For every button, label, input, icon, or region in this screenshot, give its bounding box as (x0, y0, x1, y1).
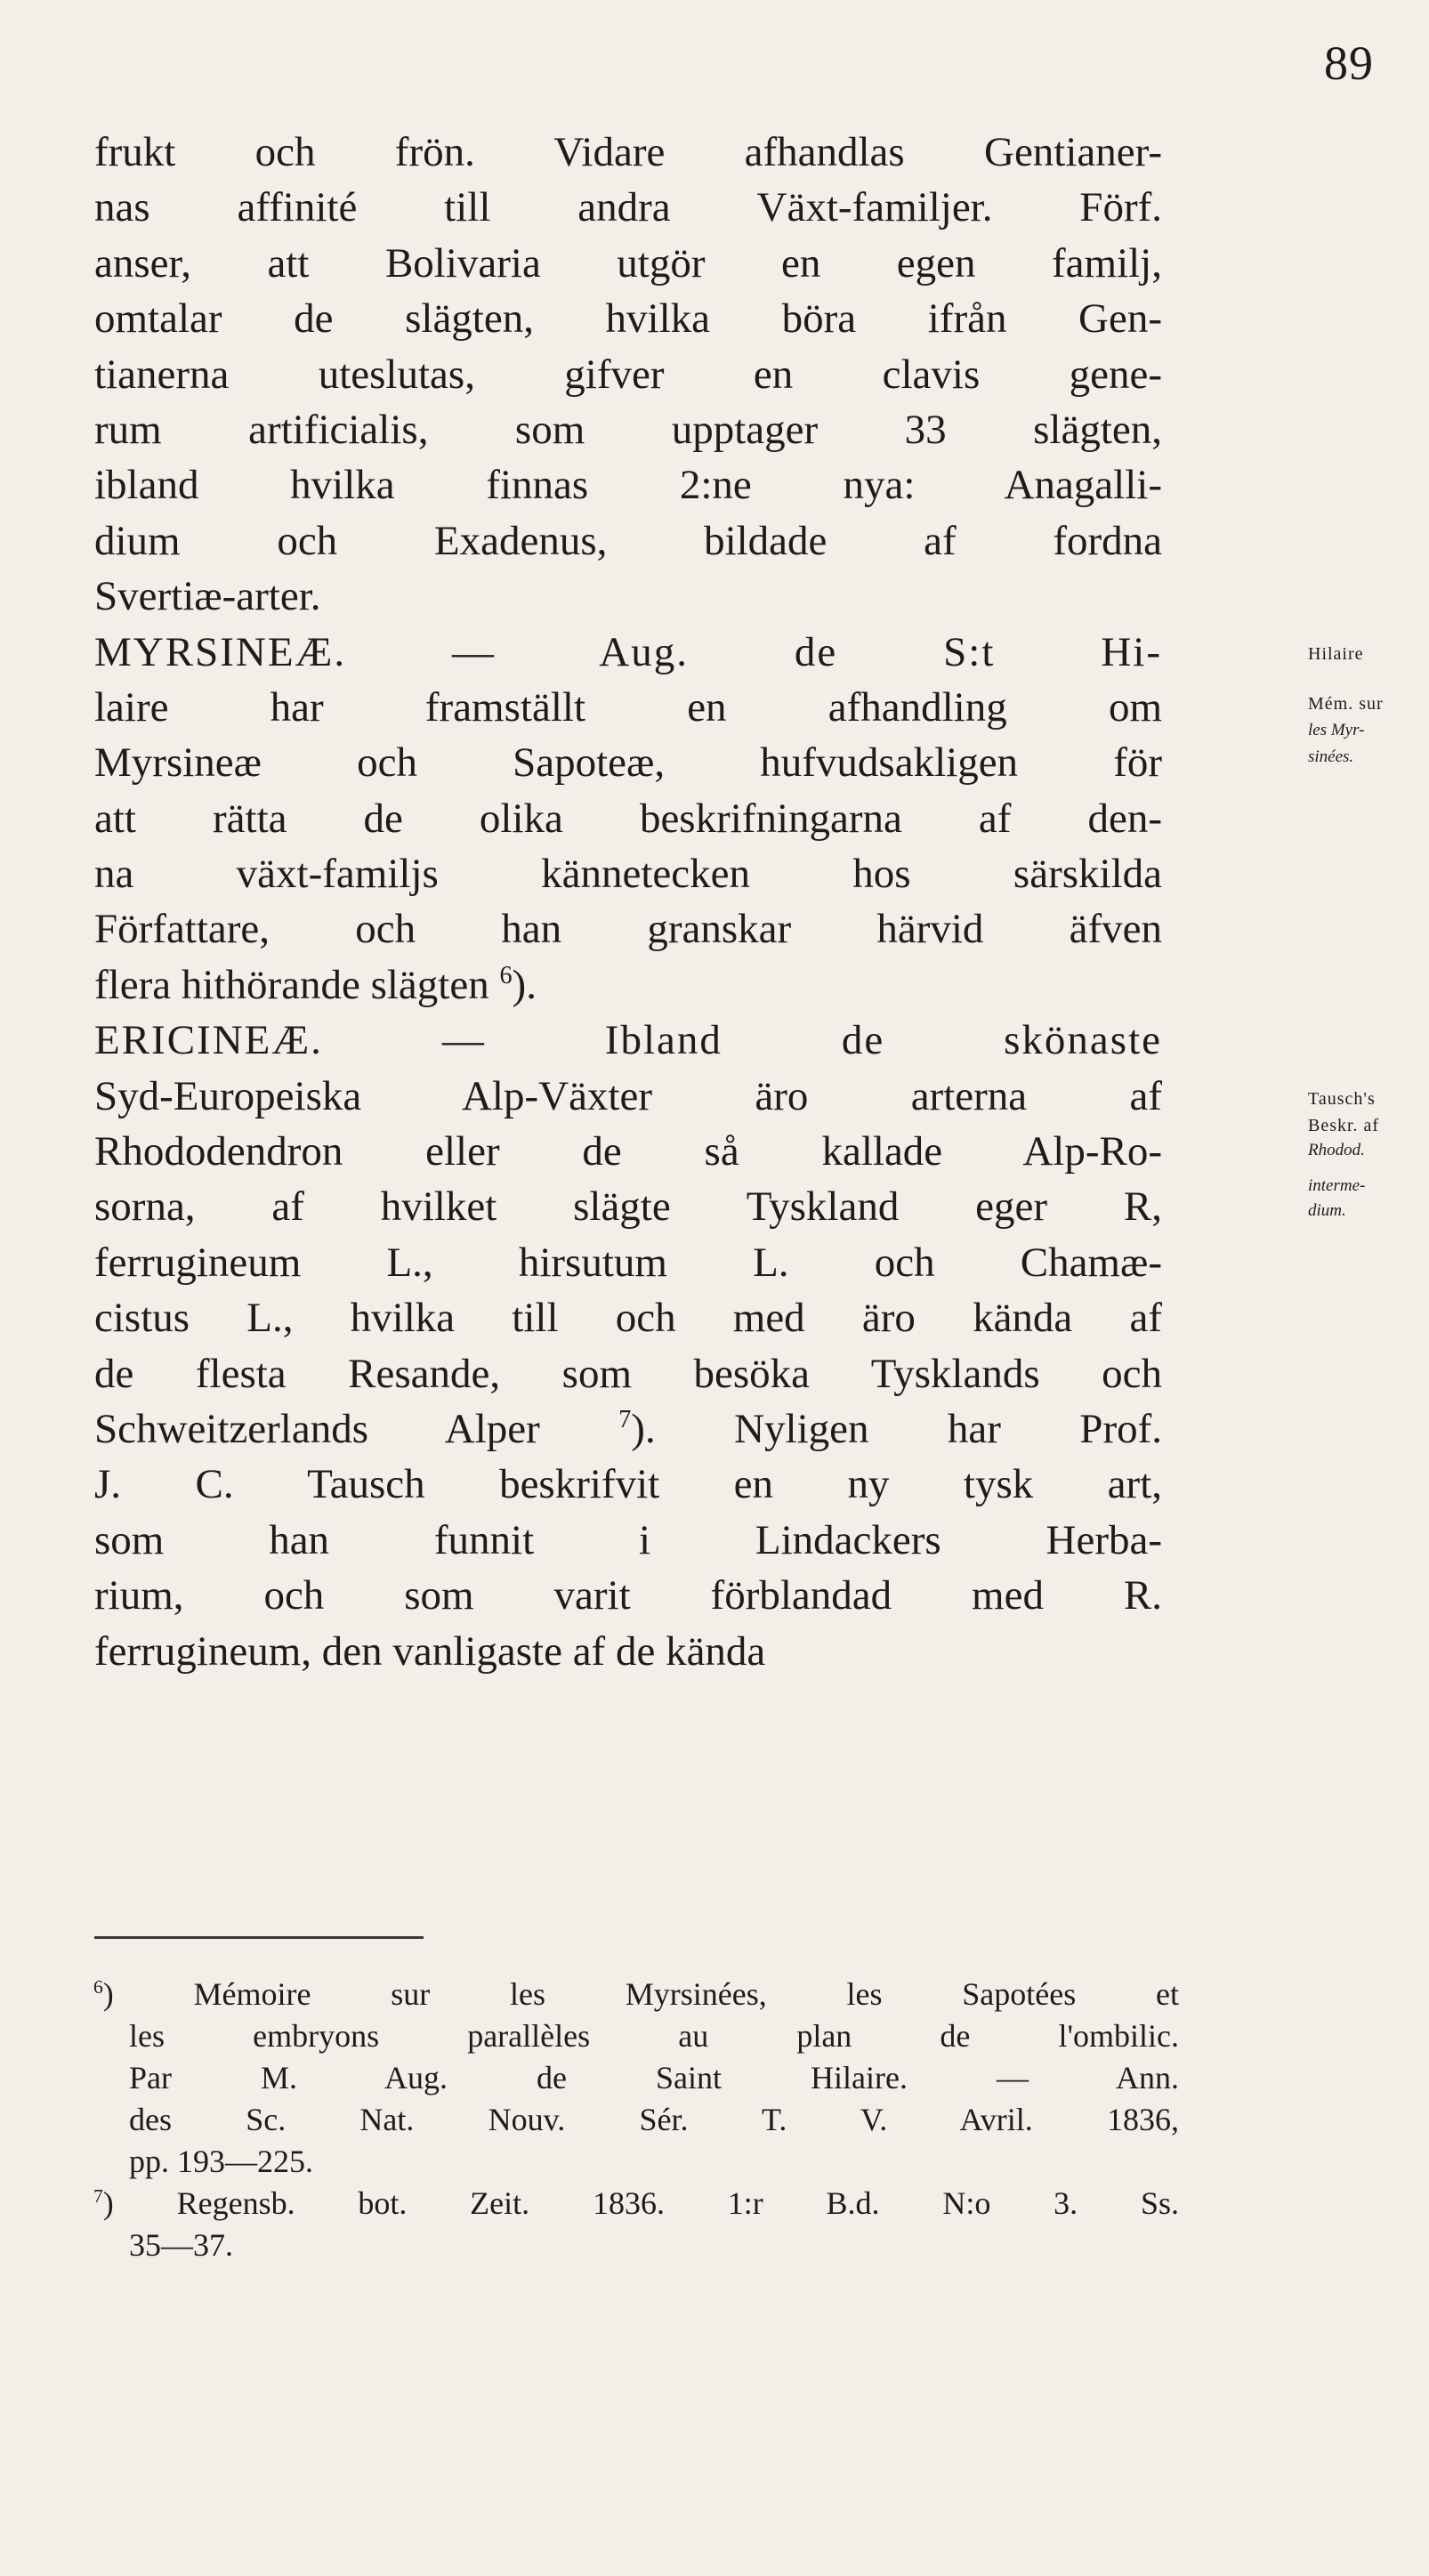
margin-note-interme: interme- (1308, 1176, 1366, 1195)
text-line: rum artificialis, som upptager 33 slägten, (94, 406, 1162, 453)
footnote-line: Par M. Aug. de Saint Hilaire. — Ann. (129, 2060, 1179, 2096)
text-line: ferrugineum L., hirsutum L. och Chamæ- (94, 1239, 1162, 1286)
text-line: omtalar de slägten, hvilka böra ifrån Gen- (94, 295, 1162, 343)
margin-note-sinees: sinées. (1308, 747, 1354, 766)
margin-note-tausch: Tausch's (1308, 1089, 1376, 1109)
text-line: tianerna uteslutas, gifver en clavis gene- (94, 351, 1162, 398)
line-text: flera hithörande slägten (94, 961, 489, 1008)
text-line: Syd-Europeiska Alp-Växter äro arterna af (94, 1072, 1162, 1119)
footnote-line: pp. 193—225. (129, 2144, 313, 2179)
text-line: rium, och som varit förblandad med R. (94, 1572, 1162, 1619)
section-heading-myrsineae: MYRSINEÆ. — Aug. de S:t Hi- (94, 628, 1162, 675)
footnote-divider (94, 1936, 424, 1939)
text-line: ferrugineum, den vanligaste af de kända (94, 1627, 766, 1675)
footnote-ref: 7 (618, 1406, 632, 1434)
text-line-with-ref (94, 1401, 1162, 1457)
footnote-line: Mémoire sur les Myrsinées, les Sapotées et (193, 1976, 1179, 2012)
text-line: ibland hvilka finnas 2:ne nya: Anagalli- (94, 462, 1162, 509)
text-line: J. C. Tausch beskrifvit en ny tysk art, (94, 1461, 1162, 1508)
text-line: Rhododendron eller de så kallade Alp-Ro- (94, 1128, 1162, 1175)
margin-note-mem-sur: Mém. sur (1308, 694, 1384, 714)
line-text: Schweitzerlands Alper (94, 1405, 540, 1452)
footnote-ref: 6 (499, 961, 513, 989)
margin-note-dium: dium. (1308, 1201, 1346, 1220)
margin-note-rhodod: Rhodod. (1308, 1141, 1365, 1159)
text-line: som han funnit i Lindackers Herba- (94, 1516, 1162, 1563)
text-line-with-ref (94, 957, 1162, 1013)
footnote-7: $^7$) Regensb. bot. Zeit. 1836. 1:r B.d. N:o 3. Ss. (93, 2185, 1179, 2221)
footnote-line: Regensb. bot. Zeit. 1836. 1:r B.d. N:o 3. Ss. (176, 2185, 1179, 2221)
main-text (94, 125, 1162, 1679)
text-line: frukt och frön. Vidare afhandlas Gentianer- (94, 129, 1162, 175)
footnote-line: les embryons parallèles au plan de l'ombilic. (129, 2018, 1179, 2054)
line-tail: ). (512, 961, 537, 1008)
text-line: na växt-familjs kännetecken hos särskilda (94, 851, 1162, 898)
text-line: dium och Exadenus, bildade af fordna (94, 517, 1162, 564)
section-heading-ericineae: ERICINEÆ. — Ibland de skönaste (94, 1017, 1162, 1064)
footnote-marker: 7 (93, 2185, 103, 2208)
line-text: . Nyligen har Prof. (644, 1405, 1162, 1452)
text-line: nas affinité till andra Växt-familjer. Förf. (94, 184, 1162, 231)
text-line: sorna, af hvilket slägte Tyskland eger R, (94, 1183, 1162, 1231)
footnote-line: des Sc. Nat. Nouv. Sér. T. V. Avril. 1836, (129, 2102, 1179, 2137)
text-line: Svertiæ-arter. (94, 573, 321, 620)
text-line: anser, att Bolivaria utgör en egen familj, (94, 239, 1162, 287)
footnote-marker: 6 (93, 1976, 103, 1999)
text-line: laire har framställt en afhandling om (94, 683, 1162, 731)
text-line: att rätta de olika beskrifningarna af den- (94, 795, 1162, 842)
text-line: de flesta Resande, som besöka Tysklands och (94, 1350, 1162, 1397)
margin-note-beskr: Beskr. af (1308, 1116, 1380, 1135)
text-line: Myrsineæ och Sapoteæ, hufvudsakligen för (94, 739, 1162, 787)
text-line: Författare, och han granskar härvid äfven (94, 906, 1162, 953)
margin-note-hilaire: Hilaire (1308, 644, 1364, 664)
text-line: cistus L., hvilka till och med äro kända af (94, 1295, 1162, 1342)
page-number: 89 (1324, 36, 1374, 90)
margin-note-les-myr: les Myr- (1308, 721, 1365, 739)
footnote-line: 35—37. (129, 2227, 233, 2263)
footnotes (93, 1974, 1179, 2266)
footnote-6: $^6$) Mémoire sur les Myrsinées, les Sapotées et (93, 1976, 1179, 2012)
line-tail: ) (631, 1405, 645, 1452)
